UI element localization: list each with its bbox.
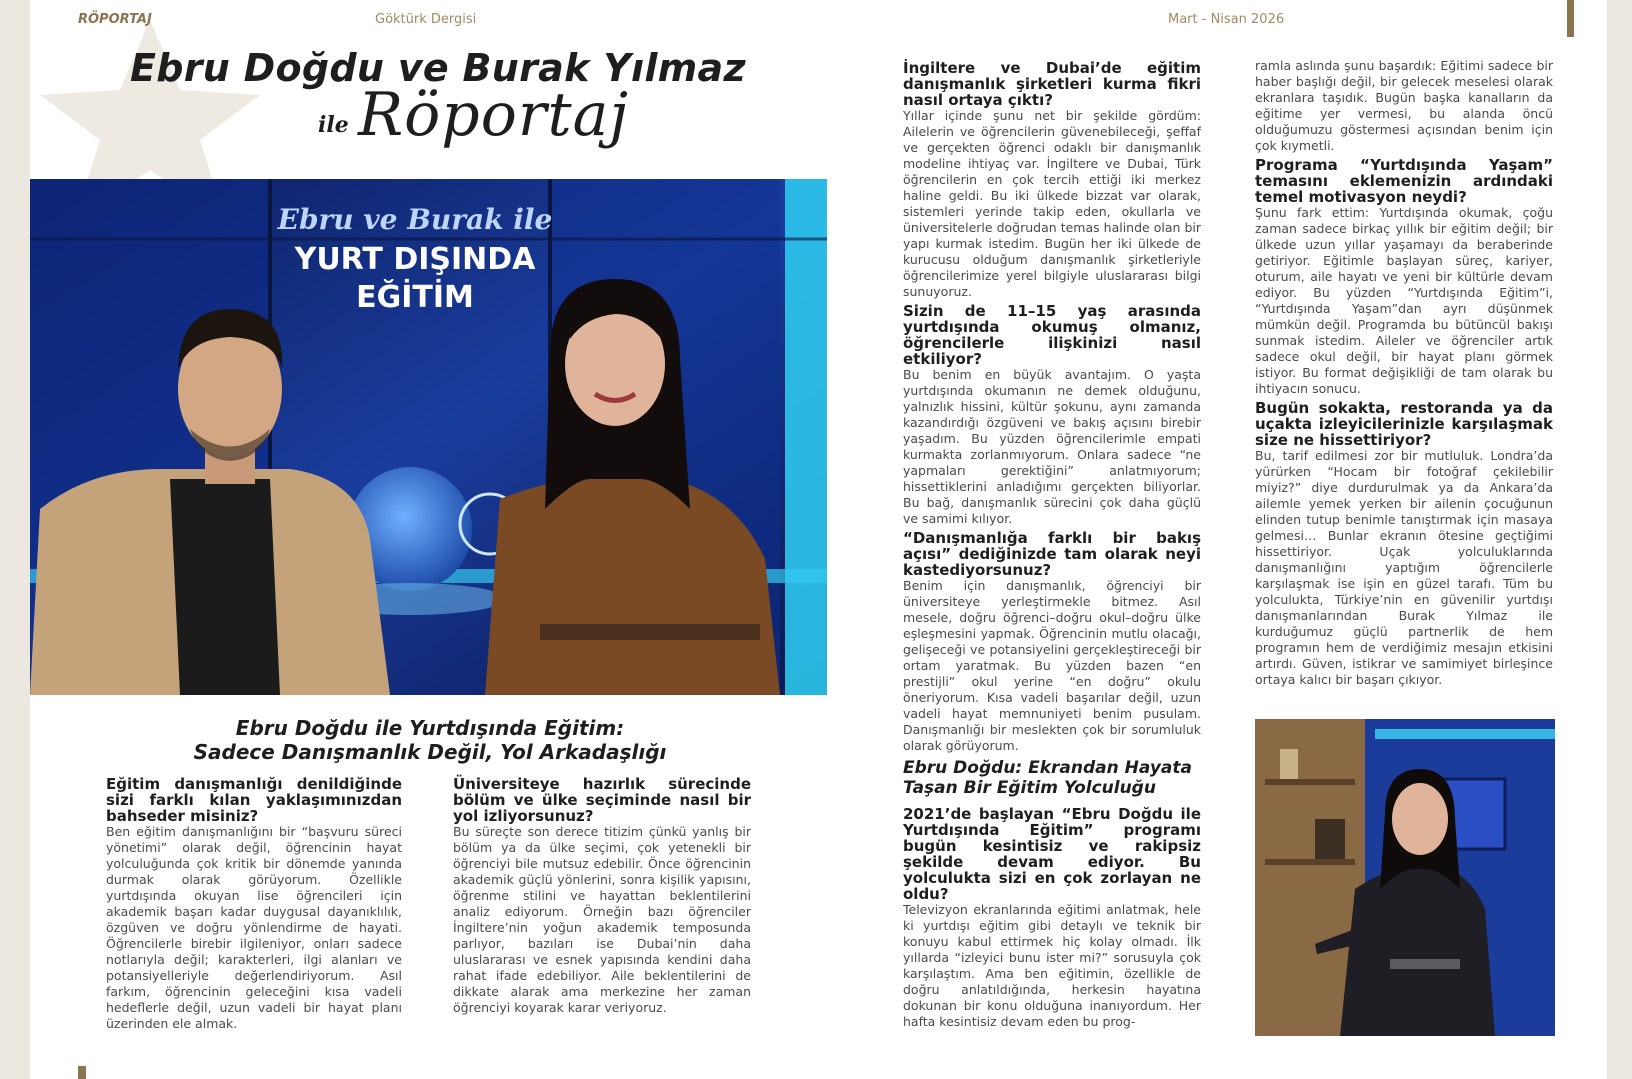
question-2: Üniversiteye hazırlık sürecinde bölüm ve ülke seçiminde nasıl bir yol izliyorsunuz?: [453, 775, 751, 825]
magazine-name: Göktürk Dergisi: [375, 12, 477, 27]
column-1: [106, 776, 402, 1035]
question-7: Programa “Yurtdışında Yaşam” temasını eklemenizin ardındaki temel motivasyon neydi?: [1255, 156, 1553, 206]
subtitle-line2: Sadece Danışmanlık Değil, Yol Arkadaşlığı: [193, 740, 667, 764]
answer-7: Şunu fark ettim: Yurtdışında okumak, çoğu zaman sadece birkaç yıllık bir eğitim değil; bir ülkede uzun yıllar yaşamayı da beraberinde getiriyor. Eğitimle başlayan süreç, kariyer, oturum, aile hayatı ve yeni bir kültürle devam ediyor. Bu yüzden “Yurtdışında Eğitim”i, “Yurtdışında Yaşam”dan ayrı düşünmek mümkün değil. Programda bu bütüncül bakışı sunmak istedim. Aileler ve öğrenciler artık sadece okul değil, bir hayat planı görmek istiyor. Bu format değişikliği de tam olarak bu ihtiyacın sonucu.: [1255, 205, 1553, 396]
column-4: [1255, 58, 1553, 691]
question-3: İngiltere ve Dubai’de eğitim danışmanlık şirketleri kurma fikri nasıl ortaya çıktı?: [903, 59, 1201, 109]
screen-text-line1: Ebru ve Burak ile: [277, 203, 553, 236]
answer-8: Bu, tarif edilmesi zor bir mutluluk. Londra’da yürürken “Hocam bir fotoğraf çekilebilir miyiz?” diye durdurulmak ya da Ankara’da ailemle yemek yerken bir ailenin çocuğunun elinden tutup benimle tanıştırmak için masaya gelmesi… Bunlar ekranın ötesine geçtiğimi hissettiriyor. Uçak yolculuklarında danışmanlığını yaptığım öğrencilerle karşılaşmak ise işin en güzel tarafı. Tüm bu yolculukta, Türkiye’nin en güvenilir yurtdışı danışmanlarından Burak Yılmaz ile kurduğumuz güçlü partnerlik de hem programın hem de verdiğimiz mesajın etkisini artırdı. Güven, istikrar ve samimiyet birleşince ortaya kalıcı bir başarı çıkıyor.: [1255, 448, 1553, 687]
page-marker-top: [1567, 0, 1574, 37]
left-page-edge: [0, 0, 30, 1079]
question-8: Bugün sokakta, restoranda ya da uçakta izleyicilerinizle karşılaşmak size ne hissettiriyor?: [1255, 399, 1553, 449]
screen-text-line3: EĞİTİM: [356, 280, 474, 315]
column-3: [903, 60, 1201, 1033]
title-script: Röportaj: [358, 80, 629, 150]
answer-4: Bu benim en büyük avantajım. O yaşta yurtdışında okumanın ne demek olduğunu, yalnızlık hissini, kültür şokunu, aynı zamanda kazandırdığı özgüveni ve bakış açısını birebir yaşadım. Bu yüzden öğrencilerimle empati kurmakta zorlanmıyorum. Onlara sadece “ne yapmaları gerektiğini” anlatmıyorum; hissettiklerini anladığımı gerçekten biliyorlar. Bu bağ, danışmanlık sürecini çok daha güçlü ve samimi kılıyor.: [903, 367, 1201, 526]
question-5: “Danışmanlığa farklı bir bakış açısı” dediğinizde tam olarak neyi kastediyorsunuz?: [903, 529, 1201, 579]
section-label: RÖPORTAJ: [78, 12, 152, 27]
question-4: Sizin de 11–15 yaş arasında yurtdışında okumuş olmanız, öğrencilerle ilişkinizi nasıl etkiliyor?: [903, 302, 1201, 368]
answer-2: Bu süreçte son derece titizim çünkü yanlış bir bölüm ya da ülke seçimi, çok yetenekli bir öğrenciyi bile mutsuz edebilir. Önce öğrencinin akademik güçlü yönlerini, sonra kişilik yapısını, öğrenme stilini ve hayattan beklentilerini analiz ediyorum. Örneğin bazı öğrenciler İngiltere’nin yoğun akademik temposunda parlıyor, bazıları ise Dubai’nin daha uluslararası ve esnek yapısında kendini daha rahat ifade edebiliyor. Aile beklentilerini de dikkate alarak ama merkezine her zaman öğrenciyi koyarak karar veriyoruz.: [453, 824, 751, 1015]
subtitle-line1: Ebru Doğdu ile Yurtdışında Eğitim:: [235, 716, 625, 740]
answer-5: Benim için danışmanlık, öğrenciyi bir üniversiteye yerleştirmekle bitmez. Asıl mesele, doğru öğrenci–doğru okul–doğru ülke eşleşmesini yapmak. Öğrencinin mutlu olacağı, gelişeceği ve potansiyelini gerçekleştireceği bir ortam yaratmak. Bu yüzden bazen “en prestijli” okul yerine “en doğru” okulu öneriyorum. Kısa vadeli başarılar değil, uzun vadeli hayat memnuniyeti benim pusulam. Danışmanlığı bir meslekten çok bir sorumluluk olarak görüyorum.: [903, 578, 1201, 753]
answer-3: Yıllar içinde şunu net bir şekilde gördüm: Ailelerin ve öğrencilerin güvenebileceği, şeffaf ve gerçekten öğrenci odaklı bir danışmanlık modeline ihtiyaç var. İngiltere ve Dubai, Türk öğrencilerin en çok tercih ettiği iki merkez haline geldi. Bu iki ülkede bizzat var olarak, sistemleri yerinde takip eden, okullarla ve üniversitelerle doğrudan temas halinde olan bir yapı kurmak istedim. Bugün her iki ülkede de kurucusu olduğum danışmanlık şirketleriyle öğrencilerimize yerel bilgiyle uluslararası bilgi sunuyoruz.: [903, 108, 1201, 299]
issue-date: Mart - Nisan 2026: [1168, 12, 1285, 27]
question-1: Eğitim danışmanlığı denildiğinde sizi farklı kılan yaklaşımınızdan bahseder misiniz?: [106, 775, 402, 825]
article-title: Ebru Doğdu ve Burak Yılmaz: [130, 46, 746, 90]
main-photo: [30, 179, 827, 695]
answer-6-continued: ramla aslında şunu başardık: Eğitimi sadece bir haber başlığı değil, bir gelecek meselesi olarak ekranlara taşıdık. Bugün başka kanalların da eğitime yer vermesi, bu alanda öncü olduğumuzu göstermesi açısından benim için çok kıymetli.: [1255, 58, 1553, 153]
answer-6: Televizyon ekranlarında eğitimi anlatmak, hele ki yurtdışı eğitim gibi detaylı ve teknik bir konuyu kabul ettirmek hiç kolay olmadı. İlk yıllarda “izleyici bunu ister mi?” sorusuyla çok karşılaştım. Ama ben eğitimin, özellikle de doğru anlatıldığında, herkesin hayatına dokunan bir konu olduğuna inanıyordum. Her hafta kesintisiz devam eden bu prog-: [903, 902, 1201, 1029]
article-subtitle: [100, 716, 760, 764]
right-page-edge: [1607, 0, 1632, 1079]
screen-text-line2: YURT DIŞINDA: [294, 242, 536, 277]
answer-1: Ben eğitim danışmanlığını bir “başvuru süreci yönetimi” olarak değil, öğrencinin hayat yolculuğunda çok kritik bir dönemde yanında durmak olarak görüyorum. Özellikle yurtdışında okuyan lise öğrencileri için akademik başarı kadar duygusal dayanıklılık, özgüven ve doğru yönlendirme de hayati. Öğrencilerle birebir ilgileniyor, onları sadece notlarıyla değil; karakterleri, ilgi alanları ve potansiyelleriyle değerlendiriyorum. Asıl farkım, öğrencinin geleceğini kısa vadeli hedeflerle değil, uzun vadeli bir hayat planı üzerinden ele almak.: [106, 824, 402, 1031]
column-2: [453, 776, 751, 1019]
question-6: 2021’de başlayan “Ebru Doğdu ile Yurtdışında Eğitim” programı bugün kesintisiz ve rakipsiz şekilde devam ediyor. Bu yolculukta sizi en çok zorlayan ne oldu?: [903, 805, 1201, 903]
studio-illustration: [30, 179, 827, 695]
portrait-photo: [1255, 719, 1555, 1036]
portrait-illustration: [1255, 719, 1555, 1036]
page-marker-bottom: [78, 1066, 86, 1079]
title-ile: ile: [318, 112, 349, 138]
section-heading-2: Ebru Doğdu: Ekrandan Hayata Taşan Bir Eğitim Yolculuğu: [903, 758, 1192, 798]
